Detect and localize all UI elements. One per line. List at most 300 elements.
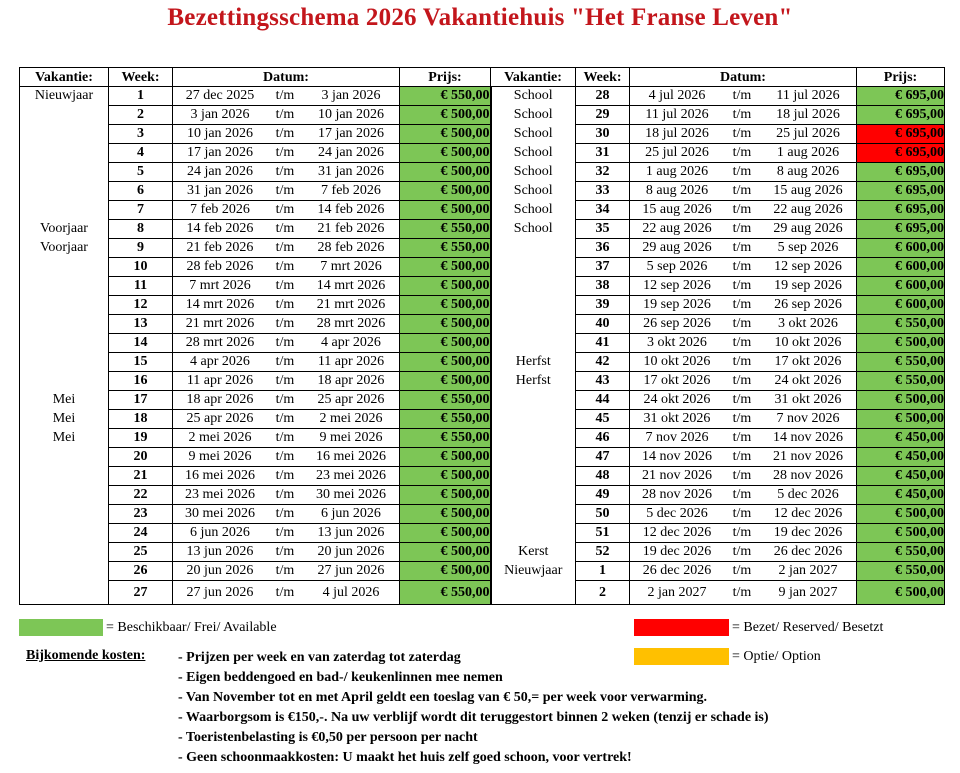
date-from: 6 jun 2026 [190, 525, 250, 540]
date-from: 28 mrt 2026 [185, 335, 255, 350]
date-to: 25 apr 2026 [317, 392, 385, 407]
date-to: 10 okt 2026 [774, 335, 842, 350]
date-separator: t/m [732, 107, 752, 122]
date-from: 27 jun 2026 [186, 584, 254, 600]
date-from: 18 jul 2026 [645, 126, 709, 141]
date-from: 14 nov 2026 [642, 449, 712, 464]
date-separator: t/m [275, 183, 295, 198]
week-number: 36 [576, 239, 630, 258]
vacation-label [20, 315, 109, 334]
date-range [173, 296, 400, 315]
price-cell: € 695,00 [857, 163, 945, 182]
week-number: 34 [576, 201, 630, 220]
date-separator: t/m [275, 316, 295, 331]
date-from: 17 okt 2026 [643, 373, 711, 388]
date-separator: t/m [275, 373, 295, 388]
price-cell: € 450,00 [857, 486, 945, 505]
week-number: 26 [109, 562, 173, 581]
date-from: 26 sep 2026 [643, 316, 711, 331]
week-number: 13 [109, 315, 173, 334]
table-row [20, 410, 945, 429]
vacation-label [491, 410, 576, 429]
costs-item: - Geen schoonmaakkosten: U maakt het huis zelf goed schoon, voor vertrek! [178, 750, 632, 765]
vacation-label [491, 391, 576, 410]
date-to: 21 mrt 2026 [316, 297, 386, 312]
date-to: 10 jan 2026 [317, 107, 385, 122]
date-from: 5 sep 2026 [646, 259, 708, 274]
date-range [630, 334, 857, 353]
date-separator: t/m [275, 240, 295, 255]
date-to: 19 sep 2026 [774, 278, 842, 293]
vacation-label [20, 296, 109, 315]
date-range [630, 220, 857, 239]
date-separator: t/m [732, 145, 752, 160]
date-to: 4 jul 2026 [322, 584, 380, 600]
date-to: 15 aug 2026 [773, 183, 843, 198]
table-row [20, 391, 945, 410]
week-number: 49 [576, 486, 630, 505]
date-range [173, 524, 400, 543]
vacation-label [20, 106, 109, 125]
date-range [173, 448, 400, 467]
price-cell: € 550,00 [400, 220, 491, 239]
week-number: 37 [576, 258, 630, 277]
date-to: 5 sep 2026 [777, 240, 839, 255]
table-row [20, 163, 945, 182]
price-cell: € 550,00 [857, 562, 945, 581]
date-separator: t/m [275, 411, 295, 426]
date-to: 5 dec 2026 [777, 487, 839, 502]
date-from: 10 jan 2026 [186, 126, 254, 141]
price-cell: € 500,00 [400, 315, 491, 334]
date-to: 2 jan 2027 [778, 563, 838, 578]
date-separator: t/m [275, 487, 295, 502]
week-number: 11 [109, 277, 173, 296]
legend-label-occupied: = Bezet/ Reserved/ Besetzt [732, 619, 884, 635]
price-cell: € 550,00 [857, 315, 945, 334]
vacation-label [20, 524, 109, 543]
table-row [20, 353, 945, 372]
vacation-label [20, 505, 109, 524]
date-from: 12 dec 2026 [642, 525, 712, 540]
price-cell: € 550,00 [400, 410, 491, 429]
date-from: 17 jan 2026 [186, 145, 254, 160]
vacation-label [491, 486, 576, 505]
date-range [173, 391, 400, 410]
date-from: 14 mrt 2026 [185, 297, 255, 312]
table-row [20, 562, 945, 581]
week-number: 32 [576, 163, 630, 182]
date-range [630, 201, 857, 220]
date-separator: t/m [275, 107, 295, 122]
date-to: 12 dec 2026 [773, 506, 843, 521]
date-from: 29 aug 2026 [642, 240, 712, 255]
date-from: 28 feb 2026 [186, 259, 254, 274]
date-from: 18 apr 2026 [186, 392, 254, 407]
date-separator: t/m [732, 487, 752, 502]
date-from: 31 jan 2026 [186, 183, 254, 198]
price-cell: € 500,00 [400, 163, 491, 182]
date-to: 26 sep 2026 [774, 297, 842, 312]
date-range [630, 391, 857, 410]
date-from: 2 jan 2027 [647, 584, 707, 600]
price-cell: € 500,00 [857, 334, 945, 353]
week-number: 24 [109, 524, 173, 543]
price-cell: € 600,00 [857, 239, 945, 258]
date-to: 28 nov 2026 [773, 468, 843, 483]
week-number: 31 [576, 144, 630, 163]
date-to: 29 aug 2026 [773, 221, 843, 236]
week-number: 39 [576, 296, 630, 315]
vacation-label: School [491, 125, 576, 144]
date-range [173, 125, 400, 144]
date-range [173, 144, 400, 163]
vacation-label [491, 239, 576, 258]
date-from: 25 apr 2026 [186, 411, 254, 426]
price-cell: € 500,00 [400, 448, 491, 467]
week-number: 25 [109, 543, 173, 562]
vacation-label [20, 144, 109, 163]
date-to: 23 mei 2026 [316, 468, 386, 483]
week-number: 18 [109, 410, 173, 429]
vacation-label [20, 125, 109, 144]
price-cell: € 500,00 [857, 581, 945, 605]
week-number: 43 [576, 372, 630, 391]
date-range [173, 505, 400, 524]
date-range [173, 315, 400, 334]
table-row [20, 220, 945, 239]
vacation-label [491, 296, 576, 315]
vacation-label [491, 581, 576, 605]
date-range [630, 277, 857, 296]
costs-item: - Eigen beddengoed en bad-/ keukenlinnen mee nemen [178, 670, 503, 685]
date-to: 7 mrt 2026 [320, 259, 382, 274]
costs-item: - Toeristenbelasting is €0,50 per persoon per nacht [178, 730, 478, 745]
date-separator: t/m [275, 88, 295, 103]
date-to: 20 jun 2026 [317, 544, 385, 559]
date-range [630, 543, 857, 562]
date-to: 28 mrt 2026 [316, 316, 386, 331]
date-separator: t/m [732, 354, 752, 369]
date-from: 7 feb 2026 [190, 202, 250, 217]
week-number: 1 [109, 87, 173, 106]
header-prijs-2: Prijs: [857, 68, 945, 87]
week-number: 22 [109, 486, 173, 505]
vacation-label [20, 201, 109, 220]
date-separator: t/m [732, 506, 752, 521]
date-to: 26 dec 2026 [773, 544, 843, 559]
date-from: 7 mrt 2026 [189, 278, 251, 293]
table-row [20, 182, 945, 201]
date-separator: t/m [275, 278, 295, 293]
date-separator: t/m [275, 468, 295, 483]
price-cell: € 500,00 [400, 125, 491, 144]
week-number: 9 [109, 239, 173, 258]
date-separator: t/m [275, 221, 295, 236]
date-separator: t/m [732, 373, 752, 388]
table-row [20, 505, 945, 524]
date-to: 31 jan 2026 [317, 164, 385, 179]
vacation-label [491, 448, 576, 467]
date-from: 3 jan 2026 [190, 107, 250, 122]
price-cell: € 600,00 [857, 258, 945, 277]
vacation-label [20, 334, 109, 353]
legend-available [19, 619, 277, 636]
date-from: 24 jan 2026 [186, 164, 254, 179]
date-range [630, 448, 857, 467]
week-number: 16 [109, 372, 173, 391]
date-range [630, 296, 857, 315]
date-to: 9 jan 2027 [778, 584, 838, 600]
date-separator: t/m [732, 164, 752, 179]
table-row [20, 315, 945, 334]
date-separator: t/m [275, 335, 295, 350]
price-cell: € 500,00 [857, 505, 945, 524]
costs-item: - Prijzen per week en van zaterdag tot zaterdag [178, 650, 461, 665]
date-range [173, 581, 400, 605]
date-separator: t/m [275, 392, 295, 407]
date-to: 2 mei 2026 [319, 411, 383, 426]
date-range [630, 524, 857, 543]
date-range [173, 106, 400, 125]
week-number: 35 [576, 220, 630, 239]
date-separator: t/m [732, 525, 752, 540]
date-from: 24 okt 2026 [643, 392, 711, 407]
vacation-label [491, 429, 576, 448]
legend-swatch-available [19, 619, 103, 636]
date-from: 12 sep 2026 [643, 278, 711, 293]
vacation-label [20, 581, 109, 605]
vacation-label [491, 315, 576, 334]
price-cell: € 600,00 [857, 296, 945, 315]
date-range [630, 239, 857, 258]
date-to: 1 aug 2026 [776, 145, 840, 160]
date-from: 15 aug 2026 [642, 202, 712, 217]
date-range [630, 410, 857, 429]
week-number: 51 [576, 524, 630, 543]
date-separator: t/m [275, 563, 295, 578]
header-vakantie-2: Vakantie: [491, 68, 576, 87]
page-title: Bezettingsschema 2026 Vakantiehuis "Het Franse Leven" [167, 4, 793, 31]
week-number: 33 [576, 182, 630, 201]
date-range [173, 201, 400, 220]
date-range [630, 429, 857, 448]
price-cell: € 695,00 [857, 87, 945, 106]
date-separator: t/m [732, 563, 752, 578]
price-cell: € 695,00 [857, 182, 945, 201]
table-row [20, 296, 945, 315]
price-cell: € 500,00 [400, 467, 491, 486]
vacation-label [491, 524, 576, 543]
vacation-label [491, 505, 576, 524]
table-row [20, 144, 945, 163]
date-separator: t/m [732, 259, 752, 274]
price-cell: € 600,00 [857, 277, 945, 296]
vacation-label [20, 182, 109, 201]
date-range [173, 372, 400, 391]
week-number: 30 [576, 125, 630, 144]
table-row [20, 581, 945, 605]
table-row [20, 372, 945, 391]
costs-item: - Waarborgsom is €150,-. Na uw verblijf wordt dit teruggestort binnen 2 weken (tenzij er schade is) [178, 710, 769, 725]
date-separator: t/m [732, 183, 752, 198]
price-cell: € 695,00 [857, 220, 945, 239]
date-separator: t/m [275, 145, 295, 160]
vacation-label [20, 562, 109, 581]
table-row [20, 125, 945, 144]
date-range [630, 467, 857, 486]
date-to: 11 jul 2026 [776, 88, 840, 103]
week-number: 46 [576, 429, 630, 448]
vacation-label: Voorjaar [20, 220, 109, 239]
week-number: 50 [576, 505, 630, 524]
price-cell: € 500,00 [857, 391, 945, 410]
date-range [173, 429, 400, 448]
date-from: 22 aug 2026 [642, 221, 712, 236]
date-from: 20 jun 2026 [186, 563, 254, 578]
price-cell: € 695,00 [857, 144, 945, 163]
date-from: 27 dec 2025 [185, 88, 255, 103]
date-from: 26 dec 2026 [642, 563, 712, 578]
date-to: 3 okt 2026 [778, 316, 838, 331]
week-number: 8 [109, 220, 173, 239]
vacation-label: Nieuwjaar [20, 87, 109, 106]
vacation-label: Herfst [491, 353, 576, 372]
date-from: 2 mei 2026 [188, 430, 252, 445]
vacation-label: Mei [20, 429, 109, 448]
price-cell: € 500,00 [400, 543, 491, 562]
vacation-label: School [491, 182, 576, 201]
week-number: 2 [576, 581, 630, 605]
week-number: 42 [576, 353, 630, 372]
date-to: 25 jul 2026 [776, 126, 840, 141]
vacation-label [20, 277, 109, 296]
date-to: 24 okt 2026 [774, 373, 842, 388]
table-row [20, 524, 945, 543]
date-to: 21 nov 2026 [773, 449, 843, 464]
week-number: 45 [576, 410, 630, 429]
date-separator: t/m [732, 126, 752, 141]
vacation-label [491, 277, 576, 296]
week-number: 27 [109, 581, 173, 605]
vacation-label [491, 258, 576, 277]
week-number: 28 [576, 87, 630, 106]
price-cell: € 450,00 [857, 429, 945, 448]
date-separator: t/m [275, 430, 295, 445]
date-range [630, 258, 857, 277]
date-separator: t/m [732, 468, 752, 483]
date-from: 21 nov 2026 [642, 468, 712, 483]
price-cell: € 450,00 [857, 448, 945, 467]
date-to: 13 jun 2026 [317, 525, 385, 540]
date-to: 4 apr 2026 [321, 335, 381, 350]
date-to: 8 aug 2026 [776, 164, 840, 179]
price-cell: € 500,00 [400, 277, 491, 296]
date-from: 16 mei 2026 [185, 468, 255, 483]
date-separator: t/m [275, 164, 295, 179]
vacation-label [20, 163, 109, 182]
vacation-label [20, 543, 109, 562]
legend-label-option: = Optie/ Option [732, 648, 821, 664]
vacation-label: School [491, 163, 576, 182]
date-range [630, 315, 857, 334]
price-cell: € 695,00 [857, 201, 945, 220]
date-separator: t/m [732, 392, 752, 407]
date-separator: t/m [275, 259, 295, 274]
table-row [20, 106, 945, 125]
date-to: 27 jun 2026 [317, 563, 385, 578]
price-cell: € 500,00 [400, 258, 491, 277]
price-cell: € 500,00 [400, 144, 491, 163]
header-prijs: Prijs: [400, 68, 491, 87]
date-range [630, 486, 857, 505]
date-separator: t/m [275, 506, 295, 521]
date-separator: t/m [732, 449, 752, 464]
week-number: 17 [109, 391, 173, 410]
vacation-label: Mei [20, 391, 109, 410]
table-row [20, 543, 945, 562]
price-cell: € 550,00 [400, 87, 491, 106]
vacation-label [491, 334, 576, 353]
price-cell: € 500,00 [400, 182, 491, 201]
date-separator: t/m [275, 449, 295, 464]
date-separator: t/m [732, 544, 752, 559]
week-number: 52 [576, 543, 630, 562]
header-vakantie: Vakantie: [20, 68, 109, 87]
vacation-label: Voorjaar [20, 239, 109, 258]
date-to: 14 mrt 2026 [316, 278, 386, 293]
legend-label-available: = Beschikbaar/ Frei/ Available [106, 619, 277, 635]
price-cell: € 550,00 [857, 543, 945, 562]
date-to: 22 aug 2026 [773, 202, 843, 217]
date-separator: t/m [732, 297, 752, 312]
date-range [173, 486, 400, 505]
week-number: 44 [576, 391, 630, 410]
week-number: 21 [109, 467, 173, 486]
date-separator: t/m [275, 584, 295, 600]
week-number: 5 [109, 163, 173, 182]
table-row [20, 87, 945, 106]
date-range [173, 334, 400, 353]
price-cell: € 500,00 [400, 524, 491, 543]
costs-list [178, 648, 938, 768]
price-cell: € 500,00 [857, 524, 945, 543]
vacation-label: School [491, 220, 576, 239]
table-row [20, 486, 945, 505]
date-separator: t/m [732, 278, 752, 293]
table-row [20, 429, 945, 448]
date-to: 16 mei 2026 [316, 449, 386, 464]
price-cell: € 500,00 [400, 372, 491, 391]
date-to: 19 dec 2026 [773, 525, 843, 540]
vacation-label: Mei [20, 410, 109, 429]
date-separator: t/m [732, 88, 752, 103]
date-from: 9 mei 2026 [188, 449, 252, 464]
date-from: 7 nov 2026 [645, 430, 709, 445]
date-to: 30 mei 2026 [316, 487, 386, 502]
date-separator: t/m [275, 525, 295, 540]
date-separator: t/m [732, 430, 752, 445]
week-number: 3 [109, 125, 173, 144]
table-row [20, 201, 945, 220]
date-range [630, 372, 857, 391]
price-cell: € 500,00 [400, 334, 491, 353]
week-number: 6 [109, 182, 173, 201]
date-to: 7 feb 2026 [321, 183, 381, 198]
week-number: 38 [576, 277, 630, 296]
costs-item: - Van November tot en met April geldt een toeslag van € 50,= per week voor verwarming. [178, 690, 708, 705]
date-to: 7 nov 2026 [776, 411, 840, 426]
